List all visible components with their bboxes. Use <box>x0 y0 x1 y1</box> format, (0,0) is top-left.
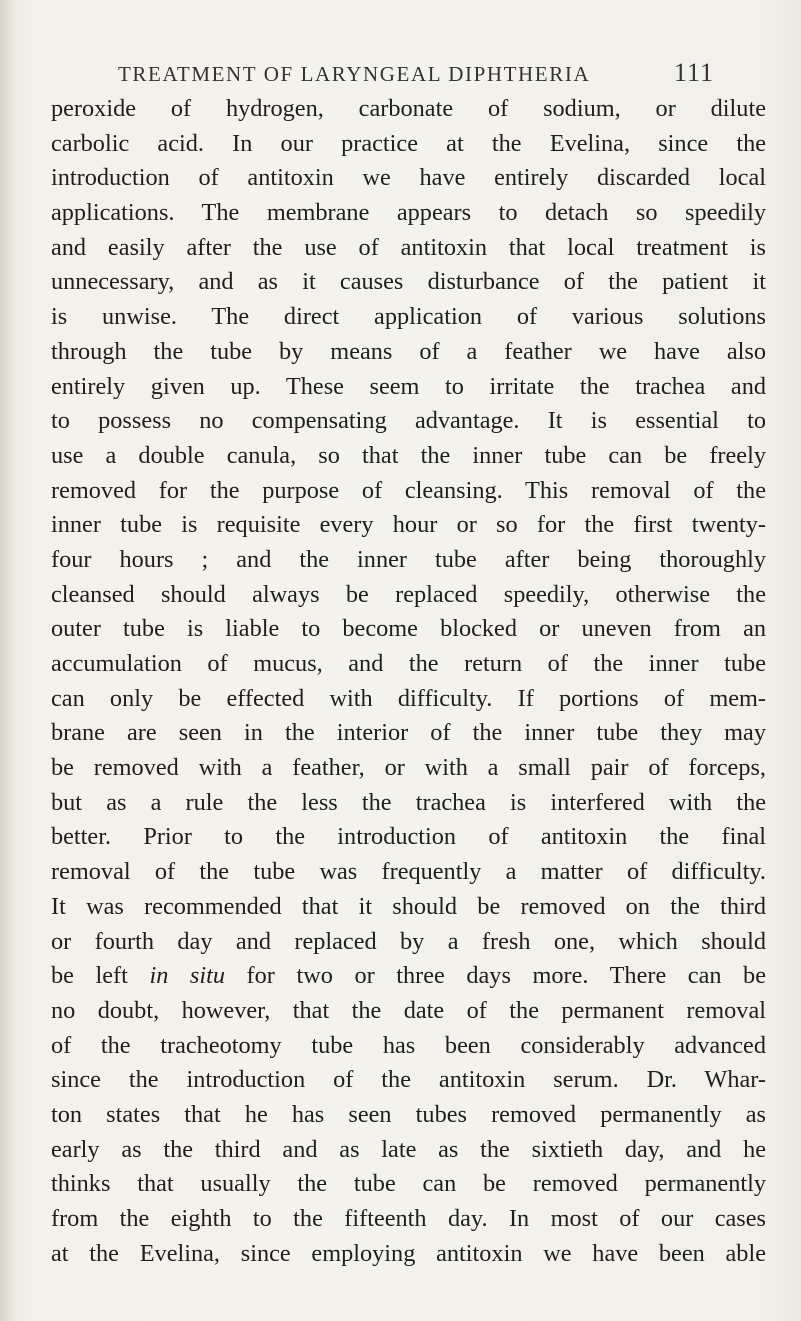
text-line: early as the third and as late as the sixtieth day, and he <box>51 1135 766 1163</box>
text-line: brane are seen in the interior of the inner tube they may <box>51 719 766 747</box>
text-line: peroxide of hydrogen, carbonate of sodium, or dilute <box>51 95 766 122</box>
page-binding-shadow <box>0 0 14 1321</box>
text-line: but as a rule the less the trachea is interfered with the <box>51 788 766 816</box>
text-line: unnecessary, and as it causes disturbance of the patient it <box>51 268 766 296</box>
text-line: or fourth day and replaced by a fresh one, which should <box>51 927 766 955</box>
text-line: inner tube is requisite every hour or so for the first twenty- <box>51 511 766 539</box>
text-line: entirely given up. These seem to irritate the trachea and <box>51 372 766 400</box>
text-line: to possess no compensating advantage. It is essential to <box>51 407 766 435</box>
text-line: It was recommended that it should be removed on the third <box>51 892 766 920</box>
line-lead: be left <box>51 962 128 990</box>
running-title: TREATMENT OF LARYNGEAL DIPHTHERIA <box>118 62 591 86</box>
text-line: carbolic acid. In our practice at the Evelina, since the <box>51 129 766 157</box>
text-line: of the tracheotomy tube has been considerably advanced <box>51 1031 766 1059</box>
text-line: thinks that usually the tube can be removed permanently <box>51 1170 766 1198</box>
text-line: removed for the purpose of cleansing. This removal of the <box>51 476 766 504</box>
text-line: be removed with a feather, or with a small pair of forceps, <box>51 754 766 782</box>
text-line-with-italic <box>51 959 766 994</box>
text-line: removal of the tube was frequently a matter of difficulty. <box>51 858 766 886</box>
running-head <box>118 58 714 94</box>
text-line: no doubt, however, that the date of the permanent removal <box>51 996 766 1024</box>
italic-phrase: in situ <box>149 962 225 990</box>
text-line: ton states that he has seen tubes removed permanently as <box>51 1100 766 1128</box>
text-line: outer tube is liable to become blocked or uneven from an <box>51 615 766 643</box>
text-line: at the Evelina, since employing antitoxin we have been able <box>51 1239 766 1267</box>
text-line: four hours ; and the inner tube after being thoroughly <box>51 545 766 573</box>
text-line: applications. The membrane appears to detach so speedily <box>51 199 766 227</box>
text-line: use a double canula, so that the inner tube can be freely <box>51 441 766 469</box>
text-line: from the eighth to the fifteenth day. In most of our cases <box>51 1205 766 1232</box>
text-line: through the tube by means of a feather we have also <box>51 337 766 365</box>
page-number: 111 <box>673 58 714 87</box>
text-line: is unwise. The direct application of various solutions <box>51 303 766 331</box>
text-line: since the introduction of the antitoxin serum. Dr. Whar- <box>51 1066 766 1094</box>
text-line: and easily after the use of antitoxin that local treatment is <box>51 233 766 261</box>
line-tail: for two or three days more. There can be <box>225 962 766 990</box>
text-line: better. Prior to the introduction of antitoxin the final <box>51 823 766 851</box>
text-line: introduction of antitoxin we have entirely discarded local <box>51 164 766 192</box>
text-line: cleansed should always be replaced speedily, otherwise the <box>51 580 766 608</box>
text-line: accumulation of mucus, and the return of the inner tube <box>51 650 766 677</box>
body-text <box>51 92 766 1271</box>
text-line: can only be effected with difficulty. If portions of mem- <box>51 684 766 712</box>
